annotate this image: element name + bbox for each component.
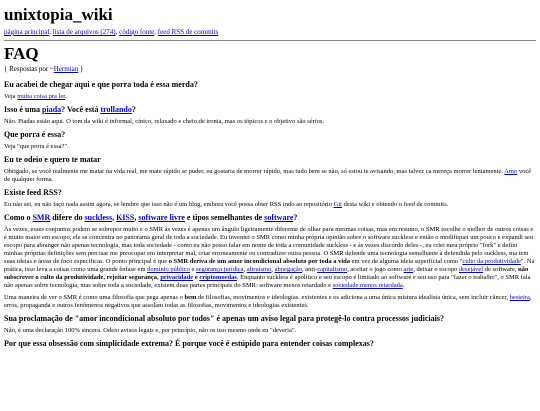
faq-question: Eu te odeio e quero te matar <box>4 155 101 164</box>
question-link[interactable]: software <box>264 213 294 222</box>
responses-prefix: { Respostas por ~ <box>4 65 54 73</box>
answer-link[interactable]: domínio público <box>147 266 190 273</box>
question-text: e tipos semelhantes de <box>184 213 265 222</box>
faq-answer <box>4 168 536 184</box>
nav-link-main-page[interactable]: página principal <box>4 28 50 36</box>
answer-text: , erros, propaganda e outros fenômenos negativos que assolam todas as filosofias, movimentos e ideologias existentes. <box>4 294 532 309</box>
answer-link[interactable]: muita coisa pra ler <box>17 93 66 100</box>
answer-text: Eu não sei, eu não faço nada assim agora, se lembre que isso não é um blog, embora você possa obter RSS indo ao repositório <box>4 201 334 208</box>
answer-text: . Enquanto suckless é apolítico e seu escopo é limitado ao software e seu uso para "fazer o trabalho", o SMR fala não apenas sobre tecnologia, mas sobre toda a sociedade, existem duas partes principais do SMR: software menos retardado e <box>4 274 531 289</box>
question-link[interactable]: SMR <box>32 213 51 222</box>
question-text: ? <box>293 213 298 222</box>
answer-text: Veja <box>4 93 18 100</box>
question-link[interactable]: software livre <box>138 213 185 222</box>
answer-text: de filosofias, movimentos e ideologias. existentes e os adiciona a uma única mistura idealista única, sem incluir câncer, <box>196 294 510 301</box>
question-text: , <box>112 213 117 222</box>
question-link[interactable]: piada <box>42 105 62 114</box>
faq-question <box>4 213 536 223</box>
faq-question: Existe feed RSS? <box>4 188 62 197</box>
faq-question: Que porra é essa? <box>4 130 66 139</box>
page <box>0 6 540 349</box>
divider <box>4 40 536 41</box>
nav-link-file-list[interactable]: lista de arquivos (274) <box>52 28 116 36</box>
answer-link[interactable]: Amo <box>504 168 518 175</box>
answer-link[interactable]: arte <box>403 266 414 273</box>
answer-text: , deixar o escopo <box>413 266 459 273</box>
answer-text: Às vezes, esses conjuntos podem se sobrepor muito e o SMR às vezes é apenas um ângulo ligeiramente diferente de olhar para mesmas coisas, mas em resumo, o SMR escolhe o melhor de outros coisas e é muito maior em escopo, ele se concentra no panorama geral de toda a sociedade. Eu inventei o SMR como minha própria opinião sobre o software suckless e então o modifiquei um pouco e expandi seu escopo para abranger não apenas tecnologia, mas toda sociedade - como eu não posso falar em nome de toda a comunidade suckless - e às vezes discordo deles -, eu criei meu próprio "fork" e defini minhas próprias definições sem precisar me preocupar em interpretar mal, criar erroneamente ou contradizer outra pessoa. O SMR defende uma tecnologia semelhante à defendida pelo suckless, ma tem suas ideias e áreas de foco específicas. O ponto principal é que <box>4 226 534 265</box>
question-link[interactable]: KISS <box>116 213 135 222</box>
nav-separator: , <box>154 28 158 36</box>
answer-link[interactable]: abnegação <box>274 266 303 273</box>
question-text: difere do <box>50 213 85 222</box>
answer-text: Uma maneira de ver o SMR é como uma filosofia que pega apenas o <box>4 294 185 301</box>
question-text: Como o <box>4 213 33 222</box>
answer-bold: não subscrever o culto da produtividade, rejeitar segurança, <box>4 266 529 281</box>
faq-answer <box>4 294 536 310</box>
author-link[interactable]: Hermian <box>53 65 79 73</box>
answer-text: ". Na prática, isso leva a coisas como uma grande ênfase em <box>4 258 535 273</box>
nav-separator: , <box>115 28 120 36</box>
answer-text: , <box>243 266 247 273</box>
answer-link[interactable]: segurança jurídica <box>196 266 244 273</box>
faq-question: Eu acabei de chegar aqui e que porra toda é essa merda? <box>4 80 198 89</box>
answer-bold: o SMR deriva de um amor incondicional absoluto por toda a vida <box>168 258 351 265</box>
answer-bold: bem <box>184 294 197 301</box>
answer-text: . <box>65 93 67 100</box>
answer-text: . <box>402 282 405 289</box>
faq-answer: Veja "que porra é essa?". <box>4 143 69 150</box>
answer-text: em vez de alguma ideia superficial como " <box>350 258 463 265</box>
site-title: unixtopia_wiki <box>4 5 113 24</box>
faq-question: Por que essa obsessão com simplicidade extrema? É porque você é estúpido para entender coisas complexas? <box>4 339 374 348</box>
answer-text: de software, <box>483 266 519 273</box>
faq-answer <box>4 93 536 101</box>
faq-answer: Não. Piadas estão aqui. O tom da wiki é informal, cínico, relaxado e cheio de ironia, mas os tópicos e o objetivo são sérios. <box>4 118 325 125</box>
page-title: FAQ <box>4 44 39 63</box>
question-link[interactable]: trollando <box>100 105 132 114</box>
answer-text: desta wiki e obtendo o feed de commits. <box>341 201 449 208</box>
answer-text: , <box>271 266 275 273</box>
faq-answer: Não, é uma declaração 100% sincera. Odeio avisos legais e, por princípio, não os uso mesmo onde eu "deveria". <box>4 327 297 334</box>
answer-link[interactable]: besteira <box>509 294 530 301</box>
faq-question <box>4 105 536 115</box>
question-link[interactable]: suckless <box>84 213 113 222</box>
question-text: , <box>134 213 139 222</box>
answer-link[interactable]: culto da produtividade <box>462 258 521 265</box>
answer-link[interactable]: criptomoedas <box>199 274 237 281</box>
answer-bold: e <box>193 274 200 281</box>
answer-link[interactable]: desejável <box>458 266 484 273</box>
question-text: ? Você está <box>61 105 101 114</box>
nav-link-rss[interactable]: feed RSS de commits <box>157 28 219 36</box>
answer-text: , aceitar o jogo como <box>347 266 404 273</box>
answer-link[interactable]: altruísmo <box>246 266 272 273</box>
answer-text: você de qualquer forma. <box>4 168 532 183</box>
answer-text: e <box>189 266 197 273</box>
nav-link-source-code[interactable]: código fonte <box>119 28 155 36</box>
top-nav <box>4 28 536 37</box>
answer-link[interactable]: Git <box>333 201 342 208</box>
faq-answer <box>4 201 536 209</box>
answer-link[interactable]: privacidade <box>160 274 194 281</box>
question-text: ? <box>131 105 136 114</box>
responses-credit <box>4 65 536 73</box>
question-text: Isso é uma <box>4 105 43 114</box>
faq-question: Sua proclamação de "amor incondicional absoluto por todos" é apenas um aviso legal para protegê-lo contra processos judiciais? <box>4 314 444 323</box>
nav-separator: , <box>49 28 53 36</box>
answer-link[interactable]: capitalismo <box>317 266 348 273</box>
answer-text: Obrigado, se você realmente me matar na vida real, me mate rápido se puder, eu gostaria de morrer rápido, mas tudo bem se não, só estou te avisando, mas talvez ca mereça morrer lentamente. <box>4 168 505 175</box>
answer-text: , anti- <box>302 266 318 273</box>
answer-link[interactable]: sociedade menos retardada <box>332 282 403 289</box>
faq-answer <box>4 226 536 290</box>
responses-suffix: } <box>78 65 84 73</box>
